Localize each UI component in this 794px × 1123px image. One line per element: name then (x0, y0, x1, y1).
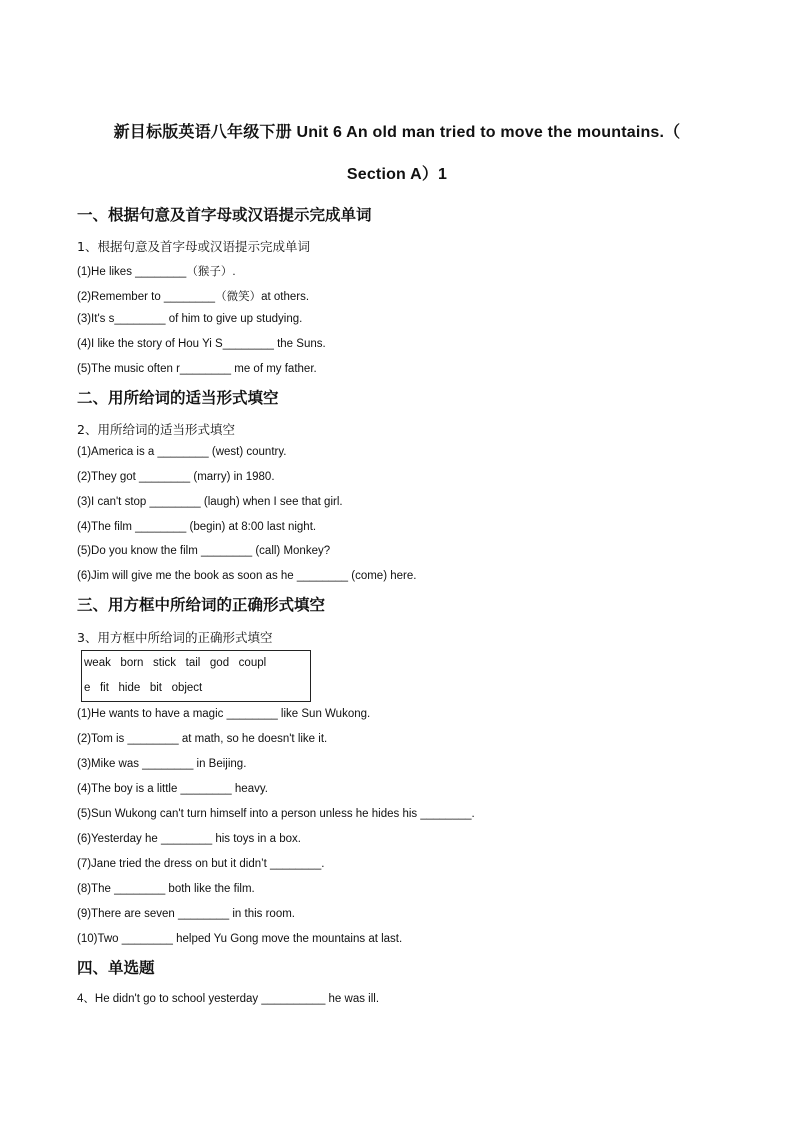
question-line: (1)He wants to have a magic ________ like Sun Wukong. (77, 708, 371, 720)
question-line: (8)The ________ both like the film. (77, 883, 255, 895)
question-line: (1)America is a ________ (west) country. (77, 446, 287, 458)
word-box-row: weak born stick tail god coupl (84, 657, 267, 669)
question-line: (10)Two ________ helped Yu Gong move the mountains at last. (77, 933, 403, 945)
word-box (81, 650, 311, 702)
section-1-instruction: 1、根据句意及首字母或汉语提示完成单词 (77, 239, 310, 254)
question-line: (4)I like the story of Hou Yi S________ the Suns. (77, 338, 326, 350)
section-4-heading: 四、单选题 (77, 959, 155, 977)
question-line: (3)Mike was ________ in Beijing. (77, 758, 247, 770)
question-line: (4)The film ________ (begin) at 8:00 last night. (77, 521, 317, 533)
question-line: (3)It's s________ of him to give up studying. (77, 313, 303, 325)
section-3-heading: 三、用方框中所给词的正确形式填空 (77, 596, 326, 614)
question-line: (9)There are seven ________ in this room. (77, 908, 295, 920)
question-line: (3)I can't stop ________ (laugh) when I see that girl. (77, 496, 343, 508)
question-line: (5)Do you know the film ________ (call) Monkey? (77, 545, 331, 557)
question-line: (5)Sun Wukong can't turn himself into a person unless he hides his ________. (77, 808, 475, 820)
page-subtitle: Section A）1 (346, 166, 448, 183)
section-1-heading: 一、根据句意及首字母或汉语提示完成单词 (77, 206, 372, 224)
question-line: (5)The music often r________ me of my father. (77, 363, 317, 375)
question-line: 4、He didn't go to school yesterday __________ he was ill. (77, 993, 380, 1005)
question-line: (4)The boy is a little ________ heavy. (77, 783, 268, 795)
section-2-instruction: 2、用所给词的适当形式填空 (77, 422, 235, 437)
question-line: (2)They got ________ (marry) in 1980. (77, 471, 275, 483)
question-line: (6)Yesterday he ________ his toys in a box. (77, 833, 301, 845)
question-line: (2)Tom is ________ at math, so he doesn't like it. (77, 733, 328, 745)
question-line: (7)Jane tried the dress on but it didn’t ________. (77, 858, 325, 870)
question-line: (1)He likes ________（猴子）. (77, 266, 236, 278)
question-line: (6)Jim will give me the book as soon as he ________ (come) here. (77, 570, 417, 582)
page-title: 新目标版英语八年级下册 Unit 6 An old man tried to move the mountains.（ (113, 124, 681, 141)
section-2-heading: 二、用所给词的适当形式填空 (77, 389, 279, 407)
question-line: (2)Remember to ________（微笑）at others. (77, 291, 310, 303)
section-3-instruction: 3、用方框中所给词的正确形式填空 (77, 630, 273, 645)
word-box-row: e fit hide bit object (84, 682, 203, 694)
